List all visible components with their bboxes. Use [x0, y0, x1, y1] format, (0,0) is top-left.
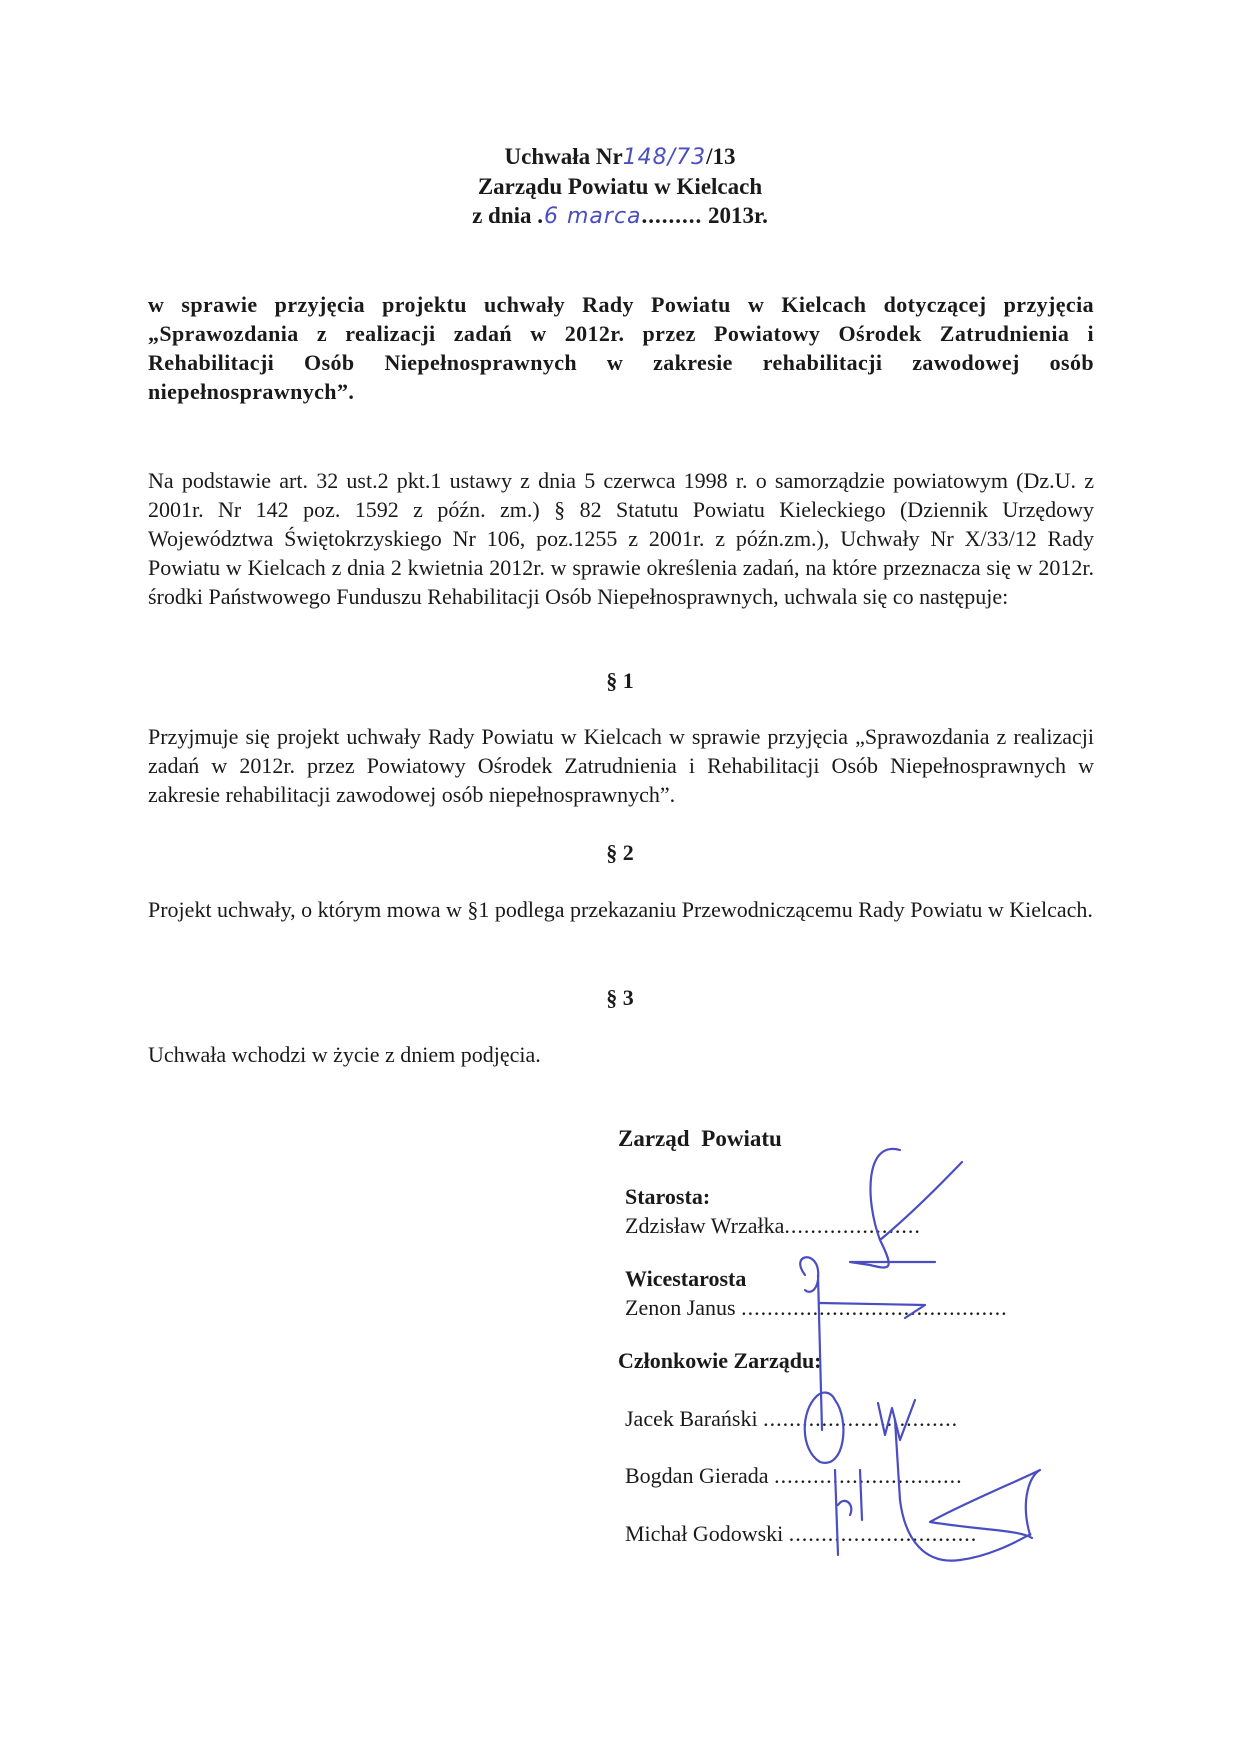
starosta-signature [850, 1149, 962, 1268]
resolution-issuer: Zarządu Powiatu w Kielcach [477, 174, 763, 199]
section-text-2: Projekt uchwały, o którym mowa w §1 podlega przekazaniu Przewodniczącemu Rady Powiatu w Kielcach. [148, 897, 1093, 922]
handwritten-resolution-number: 148/73 [622, 145, 707, 170]
section-text-3: Uchwała wchodzi w życie z dniem podjęcia. [148, 1042, 541, 1067]
vice-starosta-name: Zenon Janus [625, 1295, 736, 1320]
member-signature-line: Michał Godowski ............................. [625, 1521, 978, 1546]
section-heading-2: § 2 [606, 840, 634, 865]
member-name: Jacek Barański [625, 1406, 758, 1431]
starosta-name: Zdzisław Wrzałka [625, 1213, 785, 1238]
section-heading-3: § 3 [606, 985, 634, 1010]
member-name: Bogdan Gierada [625, 1463, 769, 1488]
board-title: Zarząd Powiatu [618, 1126, 782, 1151]
vice-starosta-role-label: Wicestarosta [625, 1266, 747, 1291]
resolution-title: Uchwała Nr148/73/13 [504, 144, 736, 170]
resolution-subject: w sprawie przyjęcia projektu uchwały Rady Powiatu w Kielcach dotyczącej przyjęcia „Sprawozdania z realizacji zadań w 2012r. przez Powiatowy Ośrodek Zatrudnienia i Rehabilitacji Osób Niepełnosprawnych w zakresie rehabilitacji zawodowej osób niepełnosprawnych”. [148, 292, 1094, 404]
board-members-title: Członkowie Zarządu: [618, 1348, 822, 1373]
starosta-role-label: Starosta: [625, 1184, 711, 1209]
vice-starosta-signature-line: Zenon Janus ......................................... [625, 1295, 1008, 1320]
member-signature-line: Bogdan Gierada ............................. [625, 1463, 963, 1488]
resolution-header [0, 142, 1240, 231]
section-text-1: Przyjmuje się projekt uchwały Rady Powiatu w Kielcach w sprawie przyjęcia „Sprawozdania z realizacji zadań w 2012r. przez Powiatowy Ośrodek Zatrudnienia i Rehabilitacji Osób Niepełnosprawnych w zakresie rehabilitacji zawodowej osób niepełnosprawnych”. [148, 724, 1094, 807]
member-name: Michał Godowski [625, 1521, 784, 1546]
resolution-date: z dnia .6 marca......... 2013r. [472, 203, 768, 229]
legal-basis-paragraph: Na podstawie art. 32 ust.2 pkt.1 ustawy z dnia 5 czerwca 1998 r. o samorządzie powiatowym (Dz.U. z 2001r. Nr 142 poz. 1592 z późn. zm.) § 82 Statutu Powiatu Kieleckiego (Dziennik Urzędowy Województwa Świętokrzyskiego Nr 106, poz.1255 z 2001r. z późn.zm.), Uchwały Nr X/33/12 Rady Powiatu w Kielcach z dnia 2 kwietnia 2012r. w sprawie określenia zadań, na które przeznacza się w 2012r. środki Państwowego Funduszu Rehabilitacji Osób Niepełnosprawnych, uchwala się co następuje: [148, 468, 1094, 609]
member-signature-line: Jacek Barański .............................. [625, 1406, 959, 1431]
section-heading-1: § 1 [606, 668, 634, 693]
starosta-signature-line: Zdzisław Wrzałka..................... [625, 1213, 921, 1238]
handwritten-date: 6 marca [544, 204, 642, 229]
